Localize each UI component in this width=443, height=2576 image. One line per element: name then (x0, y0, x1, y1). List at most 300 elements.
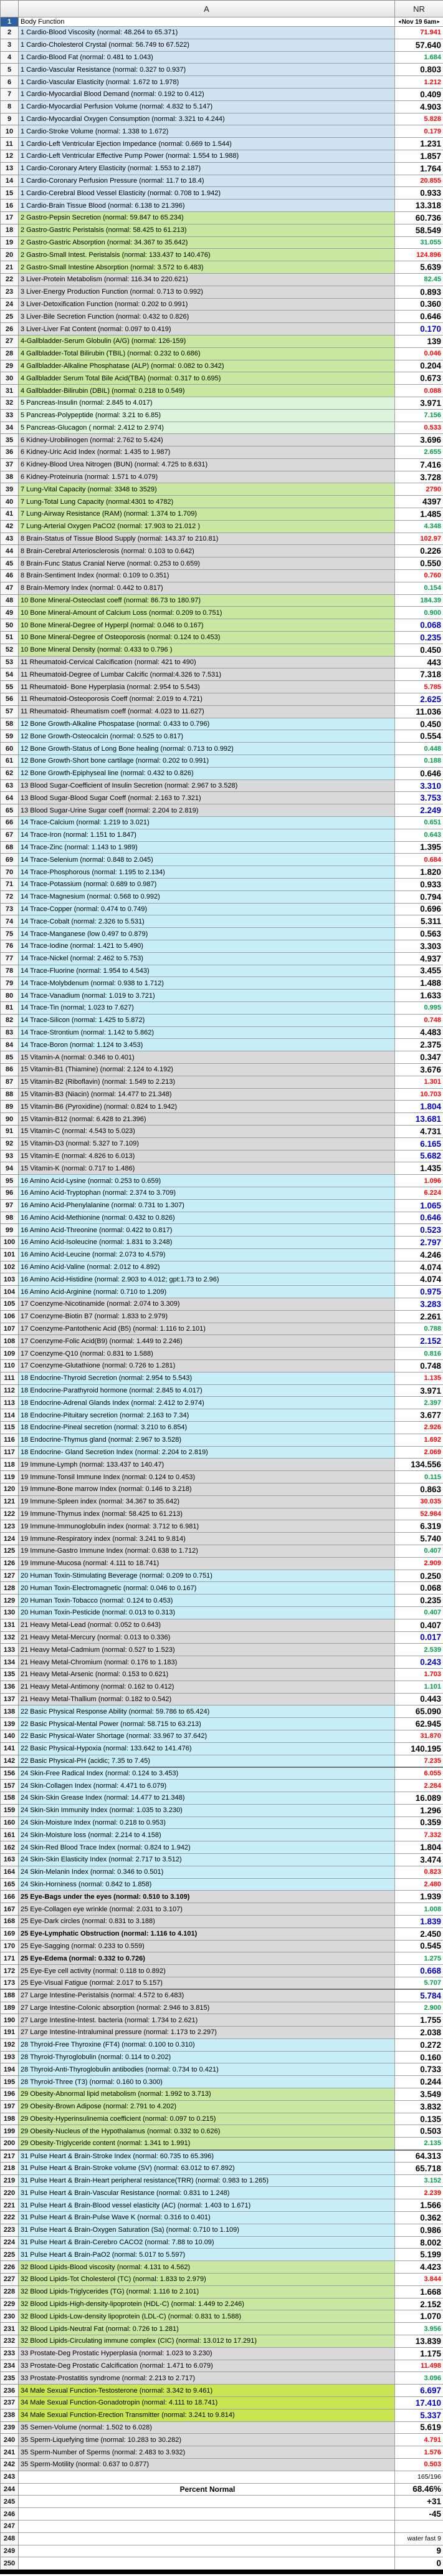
row-number[interactable]: 83 (1, 1026, 19, 1039)
row-number[interactable]: 75 (1, 928, 19, 940)
body-function-cell[interactable]: 35 Sperm-Number of Sperms (normal: 2.483 to 3.932) (19, 2446, 395, 2459)
value-cell[interactable]: 2.625 (395, 693, 443, 706)
row-number[interactable]: 87 (1, 1076, 19, 1088)
body-function-cell[interactable]: 6 Kidney-Blood Urea Nitrogen (BUN) (normal: 4.725 to 8.631) (19, 458, 395, 471)
body-function-cell[interactable]: 20 Human Toxin-Electromagnetic (normal: 0.046 to 0.167) (19, 1582, 395, 1594)
value-cell[interactable]: 0.448 (395, 743, 443, 755)
row-number[interactable]: 113 (1, 1397, 19, 1409)
row-number[interactable]: 231 (1, 2323, 19, 2335)
value-cell[interactable]: 6.697 (395, 2385, 443, 2397)
body-function-cell[interactable]: 24 Skin-Collagen Index (normal: 4.471 to 6.079) (19, 1780, 395, 1792)
body-function-cell[interactable]: 2 Gastro-Gastric Peristalsis (normal: 58.425 to 61.213) (19, 224, 395, 236)
row-number[interactable]: 120 (1, 1483, 19, 1496)
row-number[interactable]: 3 (1, 39, 19, 51)
value-cell[interactable]: 0.135 (395, 2113, 443, 2125)
body-function-cell[interactable]: 20 Human Toxin-Tobacco (normal: 0.124 to 0.453) (19, 1594, 395, 1607)
row-number[interactable]: 106 (1, 1310, 19, 1323)
value-cell[interactable]: 52.984 (395, 1508, 443, 1520)
body-function-cell[interactable]: 29 Obesity-Abnormal lipid metabolism (normal: 1.992 to 3.713) (19, 2088, 395, 2101)
value-cell[interactable]: 0.235 (395, 1594, 443, 1607)
body-function-cell[interactable]: 29 Obesity-Triglyceride content (normal: 1.341 to 1.991) (19, 2138, 395, 2150)
value-cell[interactable]: 64.313 (395, 2150, 443, 2163)
body-function-cell[interactable]: 33 Prostate-Prostatitis syndrome (normal: 2.213 to 2.717) (19, 2372, 395, 2385)
value-cell[interactable]: 1.857 (395, 150, 443, 162)
body-function-cell[interactable]: 21 Heavy Metal-Cadmium (normal: 0.527 to 1.523) (19, 1644, 395, 1656)
value-cell[interactable]: 3.832 (395, 2100, 443, 2113)
row-number[interactable]: 99 (1, 1224, 19, 1237)
value-cell[interactable]: 0.046 (395, 347, 443, 360)
value-cell[interactable]: 7.235 (395, 1755, 443, 1767)
row-number[interactable]: 191 (1, 2027, 19, 2039)
body-function-cell[interactable]: 14 Trace-Fluorine (normal: 1.954 to 4.543) (19, 965, 395, 977)
value-cell[interactable]: 4397 (395, 496, 443, 508)
value-cell[interactable]: 2.539 (395, 1644, 443, 1656)
value-cell[interactable]: 0.646 (395, 767, 443, 779)
row-number[interactable]: 190 (1, 2014, 19, 2027)
value-cell[interactable]: 3.696 (395, 434, 443, 446)
row-number[interactable]: 71 (1, 878, 19, 890)
value-cell[interactable]: 5.740 (395, 1533, 443, 1545)
body-function-cell[interactable]: 18 Endocrine-Parathyroid hormone (normal: 2.845 to 4.017) (19, 1384, 395, 1397)
row-number[interactable]: 132 (1, 1631, 19, 1644)
row-number[interactable]: 85 (1, 1051, 19, 1064)
value-cell[interactable]: 0.760 (395, 570, 443, 582)
row-number[interactable]: 108 (1, 1335, 19, 1348)
body-function-cell[interactable]: 17 Coenzyme-Glutathione (normal: 0.726 to 1.281) (19, 1360, 395, 1372)
body-function-cell[interactable]: 3 Liver-Detoxification Function (normal: 0.202 to 0.991) (19, 298, 395, 311)
row-number[interactable]: 29 (1, 360, 19, 372)
body-function-cell[interactable] (19, 2496, 395, 2508)
row-number[interactable]: 41 (1, 508, 19, 521)
value-cell[interactable]: 1.135 (395, 1372, 443, 1384)
value-cell[interactable]: 0.204 (395, 360, 443, 372)
body-function-cell[interactable]: 14 Trace-Molybdenum (normal: 0.938 to 1.712) (19, 977, 395, 990)
row-number[interactable]: 4 (1, 51, 19, 64)
value-cell[interactable]: 2.069 (395, 1446, 443, 1459)
row-number[interactable]: 221 (1, 2199, 19, 2212)
body-function-cell[interactable]: 7 Lung-Total Lung Capacity (normal:4301 to 4782) (19, 496, 395, 508)
row-number[interactable]: 244 (1, 2483, 19, 2496)
body-function-cell[interactable]: 1 Cardio-Brain Tissue Blood (normal: 6.138 to 21.396) (19, 200, 395, 212)
value-cell[interactable]: 0.643 (395, 829, 443, 841)
value-cell[interactable]: 5.785 (395, 681, 443, 693)
body-function-cell[interactable]: 14 Trace-Manganese (low 0.497 to 0.879) (19, 928, 395, 940)
value-cell[interactable]: 0.250 (395, 1570, 443, 1582)
value-cell[interactable]: 65.718 (395, 2162, 443, 2174)
value-cell[interactable]: 0.244 (395, 2076, 443, 2088)
body-function-cell[interactable]: 28 Thyroid-Three (T3) (normal: 0.160 to 0.300) (19, 2076, 395, 2088)
body-function-cell[interactable]: 14 Trace-Selenium (normal: 0.848 to 2.045) (19, 854, 395, 866)
row-number[interactable]: 156 (1, 1767, 19, 1780)
value-cell[interactable]: 1.231 (395, 138, 443, 150)
value-cell[interactable]: 1.212 (395, 76, 443, 89)
row-number[interactable]: 22 (1, 273, 19, 286)
column-header-a[interactable]: A (19, 1, 395, 17)
body-function-cell[interactable]: 16 Amino Acid-Tryptophan (normal: 2.374 to 3.709) (19, 1187, 395, 1199)
body-function-cell[interactable]: 35 Semen-Volume (normal: 1.502 to 6.028) (19, 2421, 395, 2434)
value-cell[interactable]: 0.668 (395, 1965, 443, 1977)
row-number[interactable]: 170 (1, 1940, 19, 1952)
body-function-cell[interactable]: 1 Cardio-Myocardial Perfusion Volume (normal: 4.832 to 5.147) (19, 100, 395, 113)
body-function-cell[interactable]: 4 Gallbladder-Alkaline Phosphatase (ALP) (normal: 0.082 to 0.342) (19, 360, 395, 372)
body-function-cell[interactable]: 31 Pulse Heart & Brain-Heart peripheral resistance(TRR) (normal: 0.983 to 1.265) (19, 2174, 395, 2187)
row-number[interactable]: 57 (1, 705, 19, 718)
value-cell[interactable]: 0.794 (395, 890, 443, 903)
body-function-cell[interactable]: 24 Skin-Moisture loss (normal: 2.214 to 4.158) (19, 1829, 395, 1841)
row-number[interactable]: 24 (1, 298, 19, 311)
body-function-cell[interactable]: 32 Blood Lipids-High-density-lipoprotein (HDL-C) (normal: 1.449 to 2.246) (19, 2298, 395, 2310)
row-number[interactable]: 27 (1, 335, 19, 347)
row-number[interactable]: 96 (1, 1187, 19, 1199)
body-function-cell[interactable]: 31 Pulse Heart & Brain-Blood vessel elasticity (AC) (normal: 1.403 to 1.671) (19, 2199, 395, 2212)
body-function-cell[interactable]: Percent Normal (19, 2483, 395, 2496)
value-cell[interactable]: 0.651 (395, 817, 443, 829)
value-cell[interactable]: 11.498 (395, 2360, 443, 2372)
row-number[interactable]: 193 (1, 2051, 19, 2063)
value-cell[interactable]: 0.360 (395, 298, 443, 311)
row-number[interactable]: 234 (1, 2360, 19, 2372)
value-cell[interactable]: 60.736 (395, 211, 443, 224)
body-function-cell[interactable]: 19 Immune-Lymph (normal: 133.437 to 140.47) (19, 1459, 395, 1471)
body-function-cell[interactable] (19, 2532, 395, 2545)
value-cell[interactable]: 0.115 (395, 1471, 443, 1483)
row-number[interactable]: 188 (1, 1989, 19, 2002)
body-function-cell[interactable]: 4 Gallbladder-Total Bilirubin (TBIL) (normal: 0.232 to 0.686) (19, 347, 395, 360)
body-function-cell[interactable]: 1 Cardio-Vascular Elasticity (normal: 1.672 to 1.978) (19, 76, 395, 89)
row-number[interactable]: 121 (1, 1495, 19, 1508)
value-cell[interactable]: 0.673 (395, 372, 443, 385)
body-function-cell[interactable]: 15 Vitamin-A (normal: 0.346 to 0.401) (19, 1051, 395, 1064)
body-function-cell[interactable] (19, 2508, 395, 2521)
row-number[interactable]: 249 (1, 2545, 19, 2557)
row-number[interactable]: 129 (1, 1594, 19, 1607)
row-number[interactable]: 73 (1, 903, 19, 915)
row-number[interactable]: 82 (1, 1014, 19, 1026)
body-function-cell[interactable]: 18 Endocrine- Gland Secretion Index (normal: 2.204 to 2.819) (19, 1446, 395, 1459)
row-number[interactable]: 45 (1, 557, 19, 570)
row-number[interactable]: 104 (1, 1286, 19, 1298)
value-cell[interactable]: 0.733 (395, 2063, 443, 2076)
row-number[interactable]: 109 (1, 1348, 19, 1360)
body-function-cell[interactable]: 15 Vitamin-B12 (normal: 6.428 to 21.396) (19, 1113, 395, 1126)
body-function-cell[interactable]: 31 Pulse Heart & Brain-Cerebro CACO2 (normal: 7.88 to 10.09) (19, 2236, 395, 2249)
row-number[interactable]: 245 (1, 2496, 19, 2508)
value-cell[interactable]: 5.639 (395, 261, 443, 274)
row-number[interactable]: 79 (1, 977, 19, 990)
row-number[interactable]: 101 (1, 1248, 19, 1261)
body-function-cell[interactable]: 5 Pancreas-Polypeptide (normal: 3.21 to 6.85) (19, 409, 395, 422)
value-cell[interactable]: 6.055 (395, 1767, 443, 1780)
value-cell[interactable]: 0.863 (395, 1483, 443, 1496)
row-number[interactable]: 124 (1, 1533, 19, 1545)
body-function-cell[interactable]: 12 Bone Growth-Alkaline Phospatase (normal: 0.433 to 0.796) (19, 718, 395, 730)
body-function-cell[interactable]: 19 Immune-Bone marrow Index (normal: 0.146 to 3.218) (19, 1483, 395, 1496)
body-function-cell[interactable]: 15 Vitamin-E (normal: 4.826 to 6.013) (19, 1150, 395, 1162)
value-cell[interactable]: 1.566 (395, 2199, 443, 2212)
body-function-cell[interactable]: 1 Cardio-Coronary Perfusion Pressure (normal: 11.7 to 18.4) (19, 175, 395, 187)
value-cell[interactable]: 0.407 (395, 1607, 443, 1619)
body-function-cell[interactable] (19, 2557, 395, 2570)
body-function-cell[interactable]: 25 Eye-Dark circles (normal: 0.831 to 3.188) (19, 1915, 395, 1927)
value-cell[interactable]: 134.556 (395, 1459, 443, 1471)
value-cell[interactable]: 1.703 (395, 1668, 443, 1681)
row-number[interactable]: 56 (1, 693, 19, 706)
body-function-cell[interactable]: 1 Cardio-Left Ventricular Ejection Impedance (normal: 0.669 to 1.544) (19, 138, 395, 150)
value-cell[interactable]: 62.945 (395, 1718, 443, 1730)
value-cell[interactable]: 2.900 (395, 2002, 443, 2014)
row-number[interactable]: 81 (1, 1001, 19, 1014)
body-function-cell[interactable]: 15 Vitamin-C (normal: 4.543 to 5.023) (19, 1125, 395, 1137)
body-function-cell[interactable]: 11 Rheumatoid- Rheumatism coeff (normal: 4.023 to 11.627) (19, 705, 395, 718)
row-number[interactable]: 92 (1, 1137, 19, 1150)
row-number[interactable]: 15 (1, 187, 19, 200)
row-number[interactable]: 139 (1, 1718, 19, 1730)
row-number[interactable]: 228 (1, 2285, 19, 2298)
body-function-cell[interactable]: 11 Rheumatoid-Osteoporosis Coeff (normal: 2.019 to 4.721) (19, 693, 395, 706)
body-function-cell[interactable]: 15 Vitamin-D3 (normal: 5.327 to 7.109) (19, 1137, 395, 1150)
body-function-cell[interactable]: 8 Brain-Memory Index (normal: 0.442 to 0.817) (19, 582, 395, 594)
body-function-cell[interactable]: 8 Brain-Func Status Cranial Nerve (normal: 0.253 to 0.659) (19, 557, 395, 570)
row-number[interactable]: 49 (1, 607, 19, 619)
body-function-cell[interactable]: 1 Cardio-Vascular Resistance (normal: 0.327 to 0.937) (19, 64, 395, 76)
row-number[interactable]: 34 (1, 422, 19, 434)
body-function-cell[interactable]: 16 Amino Acid-Lysine (normal: 0.253 to 0.659) (19, 1175, 395, 1187)
row-number[interactable]: 161 (1, 1829, 19, 1841)
row-number[interactable]: 119 (1, 1471, 19, 1483)
value-cell[interactable]: 140.195 (395, 1742, 443, 1755)
value-cell[interactable]: 1.668 (395, 2285, 443, 2298)
body-function-cell[interactable]: 20 Human Toxin-Pesticide (normal: 0.013 to 0.313) (19, 1607, 395, 1619)
row-number[interactable]: 51 (1, 632, 19, 644)
row-number[interactable]: 200 (1, 2138, 19, 2150)
body-function-cell[interactable]: 27 Large Intestine-Peristalsis (normal: 4.572 to 6.483) (19, 1989, 395, 2002)
row-number[interactable]: 194 (1, 2063, 19, 2076)
body-function-cell[interactable]: 11 Rheumatoid- Bone Hyperplasia (normal: 2.954 to 5.543) (19, 681, 395, 693)
row-number[interactable]: 125 (1, 1545, 19, 1558)
value-cell[interactable]: 6.319 (395, 1520, 443, 1533)
value-cell[interactable]: 102.97 (395, 533, 443, 545)
value-cell[interactable]: 5.337 (395, 2409, 443, 2421)
row-number[interactable]: 217 (1, 2150, 19, 2163)
body-function-cell[interactable]: 18 Endocrine-Pineal secretion (normal: 3.210 to 6.854) (19, 1422, 395, 1434)
row-number[interactable]: 162 (1, 1841, 19, 1854)
row-number[interactable]: 16 (1, 200, 19, 212)
value-cell[interactable]: 0.748 (395, 1014, 443, 1026)
value-cell[interactable]: 2.239 (395, 2187, 443, 2199)
body-function-cell[interactable]: 32 Blood Lipids-Blood viscosity (normal: 4.131 to 4.562) (19, 2261, 395, 2274)
value-cell[interactable]: -45 (395, 2508, 443, 2521)
body-function-cell[interactable]: 25 Eye-Visual Fatigue (normal: 2.017 to 5.157) (19, 1977, 395, 1989)
body-function-cell[interactable]: 32 Blood Lipids-Low-density lipoprotein (LDL-C) (normal: 0.831 to 1.588) (19, 2310, 395, 2323)
body-function-cell[interactable]: 10 Bone Mineral-Degree of Osteoporosis (normal: 0.124 to 0.453) (19, 632, 395, 644)
row-number[interactable]: 7 (1, 88, 19, 100)
value-cell[interactable]: 2.480 (395, 1878, 443, 1891)
body-function-cell[interactable]: 25 Eye-Eye cell activity (normal: 0.118 to 0.892) (19, 1965, 395, 1977)
row-number[interactable]: 38 (1, 471, 19, 483)
body-function-cell[interactable]: 19 Immune-Respiratory index (normal: 3.241 to 9.814) (19, 1533, 395, 1545)
body-function-cell[interactable]: 16 Amino Acid-Arginine (normal: 0.710 to 1.209) (19, 1286, 395, 1298)
value-cell[interactable]: 5.682 (395, 1150, 443, 1162)
row-number[interactable]: 160 (1, 1816, 19, 1829)
row-number[interactable]: 20 (1, 249, 19, 261)
value-cell[interactable]: 0.975 (395, 1286, 443, 1298)
body-function-cell[interactable]: 1 Cardio-Blood Fat (normal: 0.481 to 1.043) (19, 51, 395, 64)
body-function-cell[interactable]: 17 Coenzyme-Nicotinamide (normal: 2.074 to 3.309) (19, 1298, 395, 1311)
body-function-cell[interactable]: 16 Amino Acid-Isoleucine (normal: 1.831 to 3.248) (19, 1237, 395, 1249)
body-function-cell[interactable]: 3 Liver-Energy Production Function (normal: 0.713 to 0.992) (19, 286, 395, 298)
value-cell[interactable]: 0.933 (395, 187, 443, 200)
row-number[interactable]: 171 (1, 1952, 19, 1965)
row-number[interactable]: 167 (1, 1903, 19, 1916)
value-cell[interactable]: 1.096 (395, 1175, 443, 1187)
body-function-cell[interactable]: 7 Lung-Airway Resistance (RAM) (normal: 1.374 to 1.709) (19, 508, 395, 521)
row-number[interactable]: 10 (1, 125, 19, 138)
row-number[interactable]: 225 (1, 2249, 19, 2261)
body-function-cell[interactable]: 17 Coenzyme-Folic Acid(B9) (normal: 1.449 to 2.246) (19, 1335, 395, 1348)
row-number[interactable]: 2 (1, 27, 19, 39)
value-cell[interactable]: 5.784 (395, 1989, 443, 2002)
row-number[interactable]: 220 (1, 2187, 19, 2199)
body-function-cell[interactable]: 3 Liver-Liver Fat Content (normal: 0.097 to 0.419) (19, 323, 395, 335)
row-number[interactable]: 163 (1, 1853, 19, 1866)
row-number[interactable]: 198 (1, 2113, 19, 2125)
body-function-cell[interactable]: 24 Skin-Red Blood Trace Index (normal: 0.824 to 1.942) (19, 1841, 395, 1854)
row-number[interactable]: 58 (1, 718, 19, 730)
body-function-cell[interactable]: 25 Eye-Bags under the eyes (normal: 0.510 to 3.109) (19, 1891, 395, 1903)
row-number[interactable]: 238 (1, 2409, 19, 2421)
value-cell[interactable]: 3.728 (395, 471, 443, 483)
body-function-cell[interactable]: 24 Skin-Free Radical Index (normal: 0.124 to 3.453) (19, 1767, 395, 1780)
value-cell[interactable]: 1.488 (395, 977, 443, 990)
value-cell[interactable]: 1.755 (395, 2014, 443, 2027)
body-function-cell[interactable]: 2 Gastro-Pepsin Secretion (normal: 59.847 to 65.234) (19, 211, 395, 224)
value-cell[interactable]: 0.816 (395, 1348, 443, 1360)
value-cell[interactable]: 2.284 (395, 1780, 443, 1792)
body-function-cell[interactable]: 14 Trace-Tin (normal; 1.023 to 7.627) (19, 1001, 395, 1014)
value-cell[interactable]: 7.318 (395, 668, 443, 681)
body-function-cell[interactable]: 22 Basic Physical-Hypoxia (normal: 133.642 to 141.476) (19, 1742, 395, 1755)
row-number[interactable]: 227 (1, 2274, 19, 2286)
body-function-cell[interactable]: 20 Human Toxin-Stimulating Beverage (normal: 0.209 to 0.751) (19, 1570, 395, 1582)
row-number[interactable]: 232 (1, 2335, 19, 2348)
row-number[interactable]: 26 (1, 323, 19, 335)
value-cell[interactable]: 0.068 (395, 1582, 443, 1594)
body-function-cell[interactable]: 25 Eye-Sagging (normal: 0.233 to 0.559) (19, 1940, 395, 1952)
body-function-cell[interactable]: 14 Trace-Strontium (normal: 1.142 to 5.862) (19, 1026, 395, 1039)
value-cell[interactable]: 4.483 (395, 1026, 443, 1039)
row-number[interactable]: 131 (1, 1619, 19, 1631)
value-cell[interactable]: 0.450 (395, 644, 443, 656)
body-function-cell[interactable]: 16 Amino Acid-Threonine (normal: 0.422 to 0.817) (19, 1224, 395, 1237)
value-cell[interactable]: 0.226 (395, 545, 443, 557)
value-cell[interactable]: 13.839 (395, 2335, 443, 2348)
body-function-cell[interactable]: 13 Blood Sugar-Blood Sugar Coeff (normal: 2.163 to 7.321) (19, 792, 395, 804)
row-number[interactable]: 42 (1, 520, 19, 533)
value-cell[interactable]: 0.503 (395, 2125, 443, 2138)
row-number[interactable]: 97 (1, 1199, 19, 1212)
row-number[interactable]: 126 (1, 1557, 19, 1570)
value-cell[interactable]: 0.017 (395, 1631, 443, 1644)
body-function-cell[interactable]: 14 Trace-Vanadium (normal: 1.019 to 3.721) (19, 990, 395, 1002)
body-function-cell[interactable]: 8 Brain-Cerebral Arteriosclerosis (normal: 0.103 to 0.642) (19, 545, 395, 557)
value-cell[interactable]: 3.152 (395, 2174, 443, 2187)
value-cell[interactable]: 4.423 (395, 2261, 443, 2274)
row-number[interactable]: 30 (1, 372, 19, 385)
body-function-cell[interactable]: 14 Trace-Zinc (normal: 1.143 to 1.989) (19, 841, 395, 854)
value-cell[interactable]: 4.791 (395, 2434, 443, 2446)
value-cell[interactable]: 0.646 (395, 1212, 443, 1224)
body-function-cell[interactable]: 4-Gallbladder-Serum Globulin (A/G) (normal: 126-159) (19, 335, 395, 347)
row-number[interactable]: 65 (1, 804, 19, 817)
row-number[interactable]: 18 (1, 224, 19, 236)
row-number[interactable]: 63 (1, 779, 19, 792)
body-function-cell[interactable]: 7 Lung-Arterial Oxygen PaCO2 (normal: 17.903 to 21.012 ) (19, 520, 395, 533)
body-function-cell[interactable]: 6 Kidney-Proteinuria (normal: 1.571 to 4.079) (19, 471, 395, 483)
column-header-nr[interactable]: NR (395, 1, 443, 17)
value-cell[interactable]: 1.764 (395, 162, 443, 175)
body-function-cell[interactable]: 1 Cardio-Myocardial Oxygen Consumption (normal: 3.321 to 4.244) (19, 113, 395, 125)
body-function-cell[interactable]: 12 Bone Growth-Short bone cartilage (normal: 0.202 to 0.991) (19, 755, 395, 768)
value-cell[interactable]: 4.937 (395, 952, 443, 965)
row-number[interactable]: 137 (1, 1693, 19, 1705)
body-function-cell[interactable]: 35 Sperm-Liquefying time (normal: 10.283 to 30.282) (19, 2434, 395, 2446)
body-function-cell[interactable]: 25 Eye-Lymphatic Obstruction (normal: 1.116 to 4.101) (19, 1927, 395, 1940)
value-cell[interactable]: 1.939 (395, 1891, 443, 1903)
value-cell[interactable]: 3.753 (395, 792, 443, 804)
row-number[interactable]: 223 (1, 2224, 19, 2236)
body-function-cell[interactable] (19, 2471, 395, 2483)
value-cell[interactable]: 184.39 (395, 594, 443, 607)
row-number[interactable]: 91 (1, 1125, 19, 1137)
value-cell[interactable]: 0.503 (395, 2458, 443, 2471)
row-number[interactable]: 128 (1, 1582, 19, 1594)
row-number[interactable]: 218 (1, 2162, 19, 2174)
row-number[interactable]: 69 (1, 854, 19, 866)
body-function-cell[interactable]: 15 Vitamin-B6 (Pyroxidine) (normal: 0.824 to 1.942) (19, 1101, 395, 1113)
value-cell[interactable]: 2.261 (395, 1310, 443, 1323)
row-number[interactable]: 243 (1, 2471, 19, 2483)
row-number[interactable]: 230 (1, 2310, 19, 2323)
row-number[interactable]: 116 (1, 1434, 19, 1446)
value-cell[interactable]: 1.820 (395, 866, 443, 879)
row-number[interactable]: 67 (1, 829, 19, 841)
body-function-cell[interactable]: 31 Pulse Heart & Brain-Oxygen Saturation (Sa) (normal: 0.710 to 1.109) (19, 2224, 395, 2236)
body-function-cell[interactable]: 4 Gallbladder-Bilirubin (DBIL) (normal: 0.218 to 0.549) (19, 385, 395, 397)
body-function-cell[interactable]: 34 Male Sexual Function-Erection Transmitter (normal: 3.241 to 9.814) (19, 2409, 395, 2421)
row-number[interactable]: 115 (1, 1422, 19, 1434)
body-function-cell[interactable]: 24 Skin-Horniness (normal: 0.842 to 1.858) (19, 1878, 395, 1891)
value-cell[interactable]: 0.347 (395, 1051, 443, 1064)
body-function-cell[interactable]: 14 Trace-Silicon (normal: 1.425 to 5.872) (19, 1014, 395, 1026)
row-number[interactable]: 84 (1, 1039, 19, 1051)
body-function-cell[interactable]: 25 Eye-Edema (normal: 0.332 to 0.726) (19, 1952, 395, 1965)
value-cell[interactable]: 2.152 (395, 2298, 443, 2310)
row-number[interactable]: 138 (1, 1705, 19, 1718)
body-function-cell[interactable]: 24 Skin-Skin Elasticity Index (normal: 2.717 to 3.512) (19, 1853, 395, 1866)
value-cell[interactable]: 3.677 (395, 1409, 443, 1422)
value-cell[interactable]: 3.549 (395, 2088, 443, 2101)
body-function-cell[interactable]: 2 Gastro-Small Intest. Peristalsis (normal: 133.437 to 140.476) (19, 249, 395, 261)
value-cell[interactable]: 0.235 (395, 632, 443, 644)
body-function-cell[interactable]: 33 Prostate-Deg Prostatic Hyperplasia (normal: 1.023 to 3.230) (19, 2347, 395, 2360)
body-function-cell[interactable]: 21 Heavy Metal-Arsenic (normal: 0.153 to 0.621) (19, 1668, 395, 1681)
body-function-cell[interactable]: 21 Heavy Metal-Thallium (normal: 0.182 to 0.542) (19, 1693, 395, 1705)
row-number[interactable]: 21 (1, 261, 19, 274)
body-function-cell[interactable]: 32 Blood Lipids-Circulating immune complex (CIC) (normal: 13.012 to 17.291) (19, 2335, 395, 2348)
row-number[interactable]: 74 (1, 915, 19, 928)
value-cell[interactable]: 7.156 (395, 409, 443, 422)
value-cell[interactable]: 3.676 (395, 1063, 443, 1076)
